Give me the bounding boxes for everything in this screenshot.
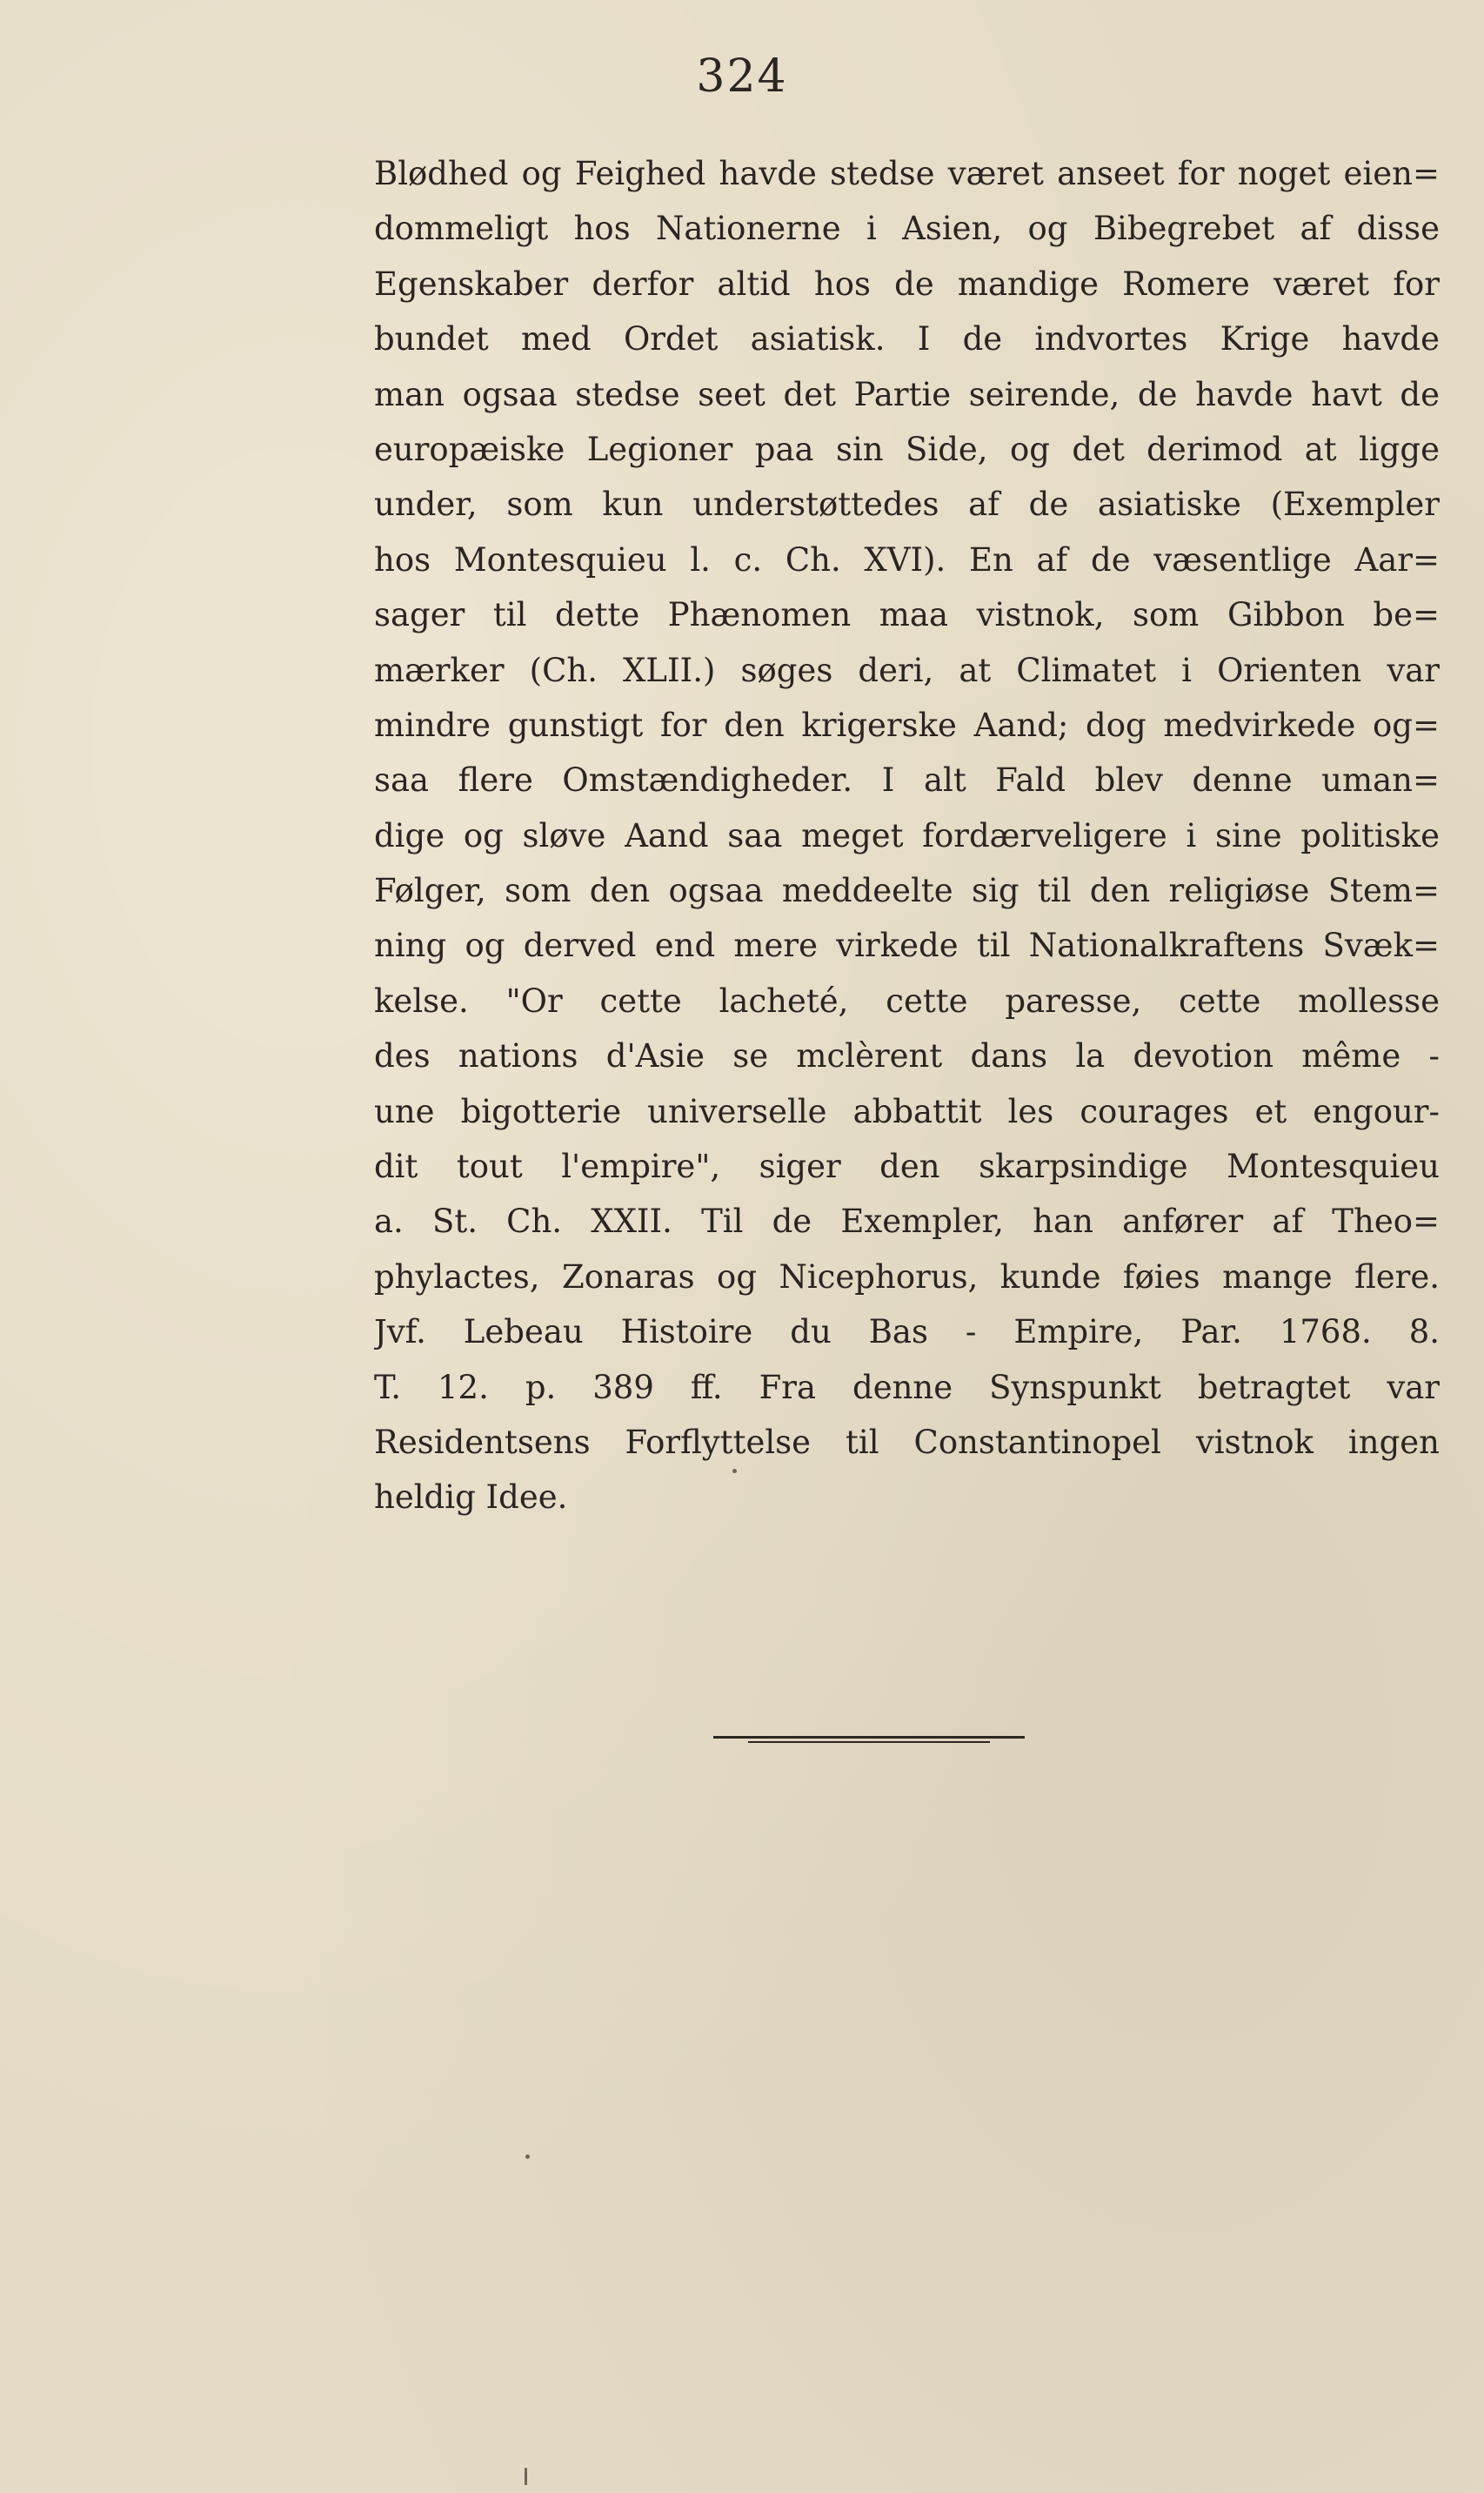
text-line: sager til dette Phænomen maa vistnok, som Gibbon be= [374, 596, 1440, 634]
text-line: phylactes, Zonaras og Nicephorus, kunde føies mange flere. [374, 1257, 1440, 1296]
text-line: une bigotterie universelle abbattit les courages et engour- [374, 1092, 1440, 1130]
text-line: Blødhed og Feighed havde stedse været anseet for noget eien= [374, 155, 1440, 192]
text-line: mærker (Ch. XLII.) søges deri, at Climatet i Orienten var [374, 651, 1440, 689]
text-line: dige og sløve Aand saa meget fordærveligere i sine politiske [374, 816, 1440, 854]
text-line: Egenskaber derfor altid hos de mandige Romere været for [374, 265, 1440, 303]
text-line: saa flere Omstændigheder. I alt Fald blev denne uman= [374, 761, 1440, 800]
ink-speck [732, 1469, 737, 1473]
text-line: bundet med Ordet asiatisk. I de indvortes Krige havde [374, 320, 1440, 359]
text-line: ning og derved end mere virkede til Nationalkraftens Svæk= [374, 927, 1440, 965]
text-line: europæiske Legioner paa sin Side, og det derimod at ligge [374, 430, 1440, 468]
text-line: dommeligt hos Nationerne i Asien, og Bibegrebet af disse [374, 210, 1440, 248]
end-rule [713, 1736, 1025, 1739]
text-line: man ogsaa stedse seet det Partie seirende, de havde havt de [374, 375, 1440, 413]
text-line: des nations d'Asie se mclèrent dans la devotion même - [374, 1037, 1440, 1076]
ink-speck [525, 2155, 530, 2159]
text-line: a. St. Ch. XXII. Til de Exempler, han anfører af Theo= [374, 1203, 1440, 1241]
text-line: Følger, som den ogsaa meddeelte sig til den religiøse Stem= [374, 872, 1440, 910]
ink-speck [525, 2468, 527, 2485]
text-line: Residentsens Forflyttelse til Constantinopel vistnok ingen [374, 1423, 1440, 1461]
text-line: heldig Idee. [374, 1478, 568, 1517]
text-line: hos Montesquieu l. c. Ch. XVI). En af de væsentlige Aar= [374, 540, 1440, 579]
text-line: T. 12. p. 389 ff. Fra denne Synspunkt betragtet var [374, 1368, 1440, 1406]
text-line: mindre gunstigt for den krigerske Aand; dog medvirkede og= [374, 706, 1440, 744]
body-text [374, 146, 1440, 1525]
text-line: kelse. "Or cette lacheté, cette paresse, cette mollesse [374, 982, 1440, 1020]
text-line: under, som kun understøttedes af de asiatiske (Exempler [374, 486, 1440, 524]
text-line: Jvf. Lebeau Histoire du Bas - Empire, Par. 1768. 8. [374, 1313, 1440, 1351]
text-line: dit tout l'empire", siger den skarpsindige Montesquieu [374, 1148, 1440, 1186]
page-number: 324 [696, 50, 788, 103]
